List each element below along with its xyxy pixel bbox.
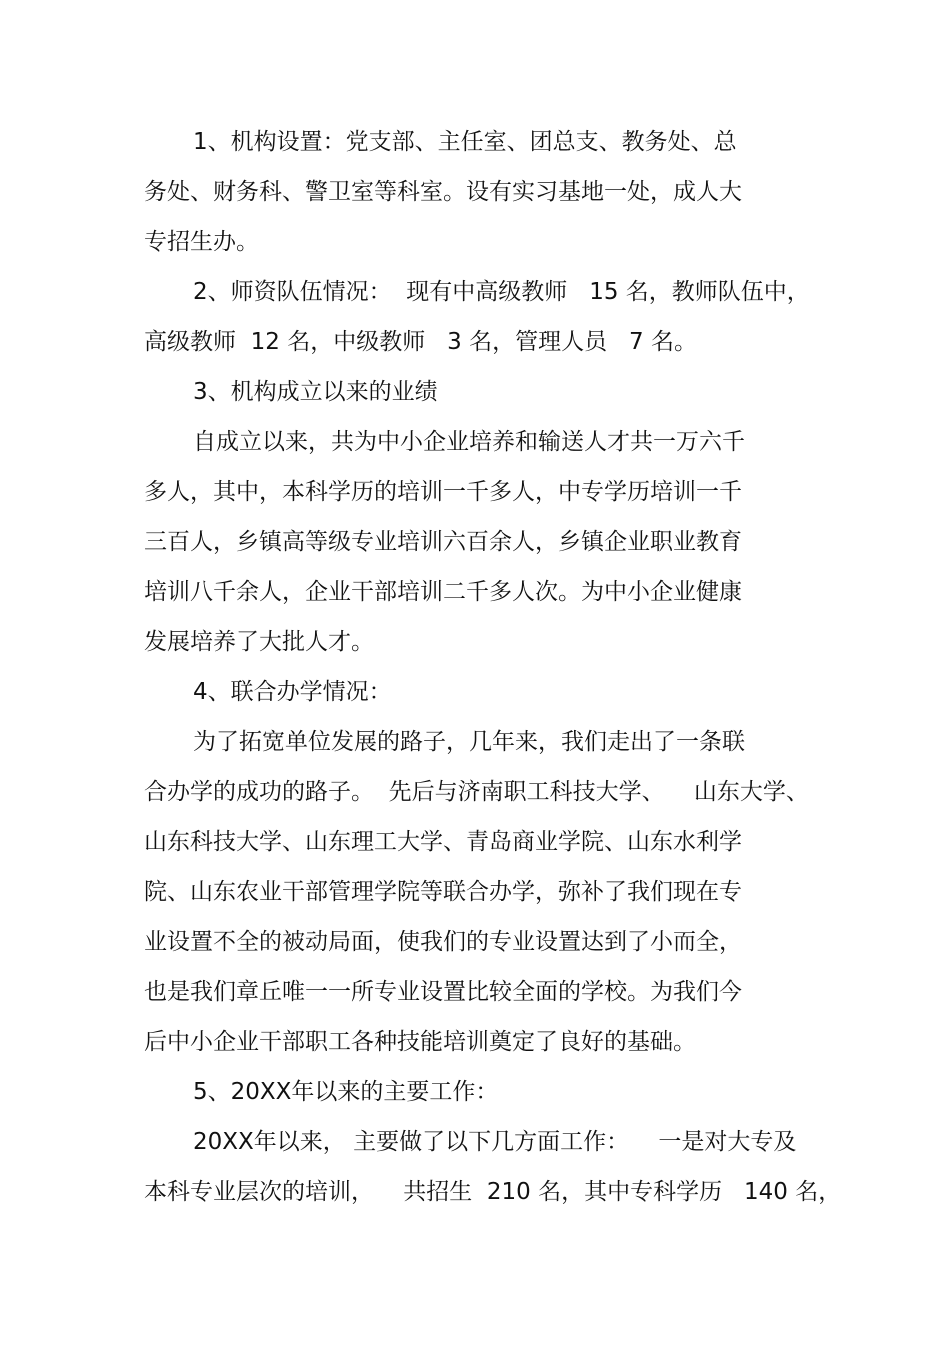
section-3-paragraph-line: 自成立以来，共为中小企业培养和输送人才共一万六千 [193, 429, 745, 455]
section-4-paragraph-line: 后中小企业干部职工各种技能培训奠定了良好的基础。 [144, 1029, 696, 1055]
section-4-heading: 4、联合办学情况： [193, 679, 392, 705]
section-5-paragraph-line: 本科专业层次的培训， 共招生 210 名，其中专科学历 140 名， [144, 1179, 842, 1205]
section-4-paragraph-line: 为了拓宽单位发展的路子，几年来，我们走出了一条联 [193, 729, 745, 755]
section-3-paragraph-line: 三百人，乡镇高等级专业培训六百余人，乡镇企业职业教育 [144, 529, 742, 555]
section-3-heading: 3、机构成立以来的业绩 [193, 379, 438, 405]
section-1-text-line: 务处、财务科、警卫室等科室。设有实习基地一处，成人大 [144, 179, 742, 205]
section-4-paragraph-line: 院、山东农业干部管理学院等联合办学，弥补了我们现在专 [144, 879, 742, 905]
section-4-paragraph-line: 合办学的成功的路子。 先后与济南职工科技大学、 山东大学、 [144, 779, 809, 805]
section-5-paragraph-line: 20XX年以来， 主要做了以下几方面工作： 一是对大专及 [193, 1129, 797, 1155]
section-1-heading: 1、机构设置：党支部、主任室、团总支、教务处、总 [193, 129, 737, 155]
section-4-paragraph-line: 业设置不全的被动局面，使我们的专业设置达到了小而全， [144, 929, 742, 955]
section-3-paragraph-line: 多人，其中，本科学历的培训一千多人，中专学历培训一千 [144, 479, 742, 505]
section-4-paragraph-line: 也是我们章丘唯一一所专业设置比较全面的学校。为我们今 [144, 979, 742, 1005]
section-3-paragraph-line: 培训八千余人，企业干部培训二千多人次。为中小企业健康 [144, 579, 742, 605]
section-2-heading: 2、师资队伍情况： 现有中高级教师 15 名，教师队伍中， [193, 279, 810, 305]
section-2-text-line: 高级教师 12 名，中级教师 3 名，管理人员 7 名。 [144, 329, 697, 355]
section-4-paragraph-line: 山东科技大学、山东理工大学、青岛商业学院、山东水利学 [144, 829, 742, 855]
section-1-text-line: 专招生办。 [144, 229, 259, 255]
section-5-heading: 5、20XX年以来的主要工作： [193, 1079, 499, 1105]
section-3-paragraph-line: 发展培养了大批人才。 [144, 629, 374, 655]
